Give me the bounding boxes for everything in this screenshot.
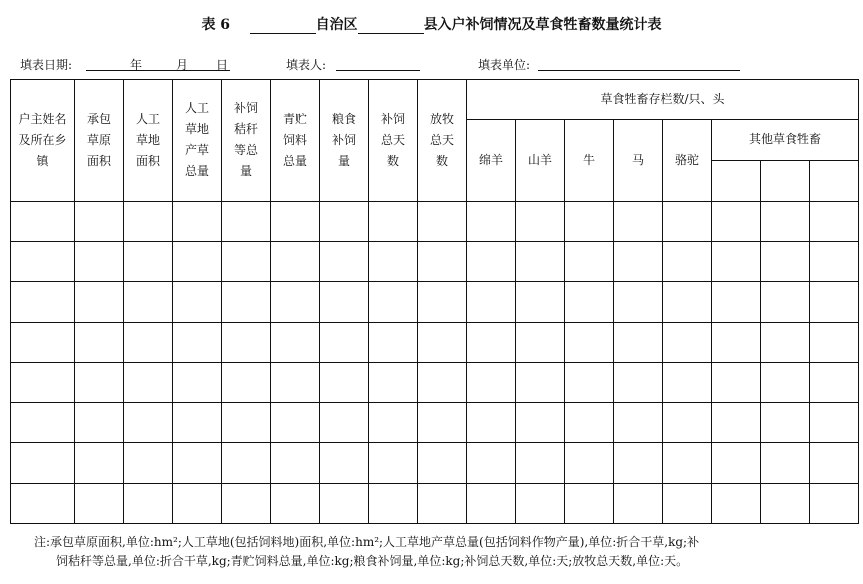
unit-field[interactable] [538, 70, 740, 71]
year-label: 年 [130, 58, 143, 72]
table-row [11, 242, 859, 282]
header-grazing-days: 放牧总天数 [418, 80, 467, 202]
header-sheep: 绵羊 [467, 120, 516, 202]
county-blank[interactable] [358, 19, 424, 34]
fill-row [20, 56, 840, 74]
table-row [11, 201, 859, 241]
header-cattle: 牛 [565, 120, 614, 202]
header-other-sub-1 [712, 160, 761, 201]
header-camel: 骆驼 [663, 120, 712, 202]
header-livestock-group: 草食牲畜存栏数/只、头 [467, 80, 859, 120]
header-contract-grassland: 承包草原面积 [75, 80, 124, 202]
unit-label: 填表单位: [478, 58, 531, 72]
title-main: 县入户补饲情况及草食牲畜数量统计表 [423, 17, 662, 33]
footnote [34, 533, 854, 571]
page-title [0, 14, 863, 34]
date-field[interactable] [86, 70, 230, 71]
table-row [11, 443, 859, 483]
table-row [11, 282, 859, 322]
day-label: 日 [216, 58, 229, 72]
table-row [11, 403, 859, 443]
title-prefix: 表 6 [201, 17, 231, 33]
header-other-sub-2 [761, 160, 810, 201]
filler-field[interactable] [336, 70, 420, 71]
header-other-livestock: 其他草食牲畜 [712, 120, 859, 160]
month-label: 月 [176, 58, 189, 72]
region-blank[interactable] [250, 19, 316, 34]
header-goat: 山羊 [516, 120, 565, 202]
header-feeding-days: 补饲总天数 [369, 80, 418, 202]
footnote-line-2: 饲秸秆等总量,单位:折合干草,kg;青贮饲料总量,单位:kg;粮食补饲量,单位:kg;补饲总天数,单位:天;放牧总天数,单位:天。 [56, 554, 689, 568]
header-artificial-grassland: 人工草地面积 [124, 80, 173, 202]
header-grass-yield: 人工草地产草总量 [173, 80, 222, 202]
header-silage: 青贮饲料总量 [271, 80, 320, 202]
table-row [11, 322, 859, 362]
header-straw-feed: 补饲秸秆等总量 [222, 80, 271, 202]
header-household: 户主姓名及所在乡镇 [11, 80, 75, 202]
footnote-line-1: 注:承包草原面积,单位:hm²;人工草地(包括饲料地)面积,单位:hm²;人工草地产草总量(包括饲料作物产量),单位:折合干草,kg;补 [34, 535, 700, 549]
table-row [11, 362, 859, 402]
filler-label: 填表人: [286, 58, 327, 72]
header-horse: 马 [614, 120, 663, 202]
header-other-sub-3 [810, 160, 859, 201]
title-region: 自治区 [315, 17, 358, 33]
livestock-table [10, 79, 859, 524]
table-row [11, 483, 859, 523]
date-label: 填表日期: [20, 58, 73, 72]
header-grain-feed: 粮食补饲量 [320, 80, 369, 202]
